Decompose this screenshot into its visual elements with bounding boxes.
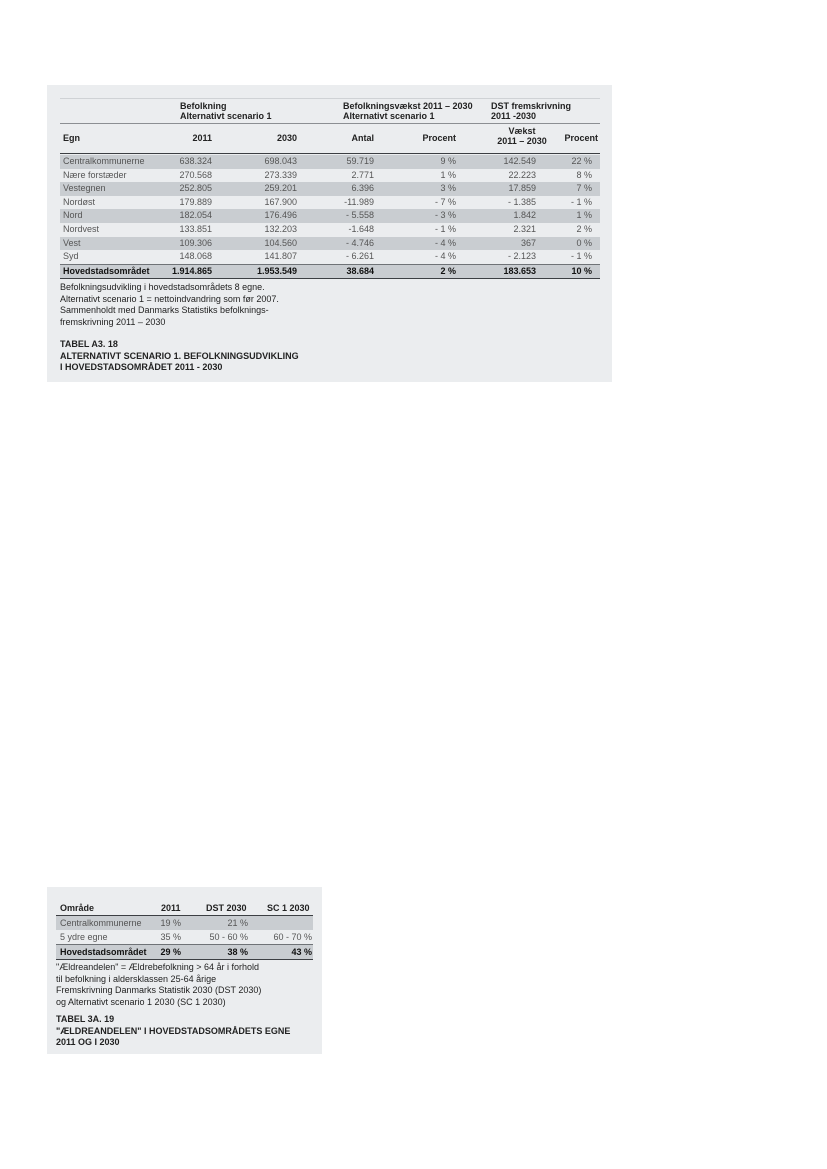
group-header-befolkning: Befolkning Alternativt scenario 1 [180,101,272,121]
cell-vaekst-procent: - 4 % [434,251,456,262]
cell-dst-vaekst: 367 [520,237,536,248]
col-2011: 2011 [161,903,181,913]
cell-vaekst-procent: - 1 % [434,223,456,234]
table-row [56,930,313,944]
cell-vaekst-antal: - 6.261 [345,251,374,262]
col-antal: Antal [351,133,374,143]
cell-vaekst-procent: 2 % [440,265,456,276]
table-header [60,98,600,155]
cell-befolkning-2011: 179.889 [179,196,212,207]
cell-dst-vaekst: 2.321 [513,223,536,234]
cell-omraade: Hovedstadsområdet [60,947,147,957]
cell-vaekst-antal: - 5.558 [345,210,374,221]
cell-dst-procent: - 1 % [570,251,592,262]
table-body [56,916,313,960]
cell-befolkning-2030: 132.203 [264,223,297,234]
cell-befolkning-2030: 104.560 [264,237,297,248]
table-a3-18-panel [47,85,612,382]
cell-dst-vaekst: - 2.123 [507,251,536,262]
group-header-dst: DST fremskrivning 2011 -2030 [491,101,572,121]
cell-dst-procent: - 1 % [570,196,592,207]
total-row [56,944,313,960]
table-body [60,155,600,279]
col-dst-2030: DST 2030 [206,903,247,913]
cell-dst-procent: 10 % [571,265,592,276]
cell-dst-procent: 2 % [576,223,592,234]
table-label: TABEL 3A. 19 "ÆLDREANDELEN" I HOVEDSTADSOMRÅDETS EGNE 2011 OG I 2030 [56,1014,291,1047]
col-2030: 2030 [276,133,297,143]
cell-vaekst-antal: 38.684 [346,265,374,276]
table-row [60,209,600,223]
cell-dst-vaekst: - 1.385 [507,196,536,207]
cell-vaekst-procent: 3 % [440,183,456,194]
table-row [60,182,600,196]
table-row [60,237,600,251]
col-omraade: Område [60,903,95,913]
cell-befolkning-2011: 109.306 [179,237,212,248]
cell-2011: 29 % [160,947,181,957]
col-vaekst: Vækst 2011 – 2030 [497,126,547,146]
cell-vaekst-antal: -1.648 [348,223,374,234]
cell-2011: 35 % [160,932,181,942]
cell-2011: 19 % [160,918,181,928]
cell-vaekst-procent: - 4 % [434,237,456,248]
cell-egn: Vest [63,237,81,248]
cell-vaekst-procent: - 7 % [434,196,456,207]
cell-egn: Syd [63,251,79,262]
cell-vaekst-procent: - 3 % [434,210,456,221]
cell-befolkning-2011: 182.054 [179,210,212,221]
cell-vaekst-procent: 1 % [440,169,456,180]
table-row [60,155,600,169]
table-caption: "Ældreandelen" = Ældrebefolkning > 64 år i forhold til befolkning i aldersklassen 25-64 årige Fremskrivning Danmarks Statistik 2030 (DST 2030) og Alternativt scenario 1 2030 (SC 1 2030) [56,962,262,1007]
cell-egn: Hovedstadsområdet [63,265,150,276]
cell-egn: Nære forstæder [63,169,127,180]
cell-sc1-2030: 60 - 70 % [273,932,312,942]
population-table [60,98,600,279]
table-header [56,902,313,916]
header-divider [60,123,600,124]
elderly-share-table [56,902,313,960]
cell-egn: Nordvest [63,223,100,234]
cell-befolkning-2011: 638.324 [179,156,212,166]
cell-dst-procent: 1 % [576,210,592,221]
cell-dst-vaekst: 22.223 [508,169,536,180]
table-3a-19-panel [47,887,322,1054]
cell-vaekst-antal: 2.771 [351,169,374,180]
col-2011: 2011 [192,133,212,143]
cell-egn: Nordøst [63,196,96,207]
cell-vaekst-procent: 9 % [440,156,456,166]
cell-dst-vaekst: 17.859 [508,183,536,194]
cell-dst-vaekst: 1.842 [513,210,536,221]
table-row [60,223,600,237]
cell-dst-procent: 0 % [576,237,592,248]
cell-befolkning-2011: 133.851 [179,223,212,234]
cell-befolkning-2030: 1.953.549 [256,265,297,276]
cell-vaekst-antal: 6.396 [351,183,374,194]
cell-befolkning-2011: 270.568 [179,169,212,180]
cell-befolkning-2030: 176.496 [264,210,297,221]
col-sc1-2030: SC 1 2030 [267,903,310,913]
cell-befolkning-2011: 252.805 [179,183,212,194]
cell-dst-procent: 22 % [571,156,592,166]
cell-dst-2030: 38 % [227,947,248,957]
col-egn: Egn [63,133,80,143]
cell-dst-procent: 8 % [576,169,592,180]
cell-befolkning-2011: 148.068 [179,251,212,262]
cell-dst-vaekst: 183.653 [503,265,536,276]
cell-befolkning-2030: 698.043 [264,156,297,166]
cell-dst-2030: 21 % [227,918,248,928]
cell-egn: Centralkommunerne [63,156,145,166]
total-row [60,264,600,280]
cell-egn: Vestegnen [63,183,106,194]
cell-befolkning-2030: 167.900 [264,196,297,207]
cell-egn: Nord [63,210,83,221]
table-label: TABEL A3. 18 ALTERNATIVT SCENARIO 1. BEFOLKNINGSUDVIKLING I HOVEDSTADSOMRÅDET 2011 - 2030 [60,339,299,372]
cell-omraade: Centralkommunerne [60,918,142,928]
table-row [60,250,600,264]
table-caption: Befolkningsudvikling i hovedstadsområdets 8 egne. Alternativt scenario 1 = nettoindvandring som før 2007. Sammenholdt med Danmarks Statistiks befolknings- fremskrivning 2011 – 2030 [60,282,279,327]
cell-dst-2030: 50 - 60 % [209,932,248,942]
cell-dst-procent: 7 % [576,183,592,194]
table-row [56,916,313,930]
col-dst-procent: Procent [564,133,598,143]
cell-befolkning-2030: 259.201 [264,183,297,194]
col-procent: Procent [422,133,456,143]
cell-sc1-2030: 43 % [291,947,312,957]
cell-vaekst-antal: - 4.746 [345,237,374,248]
cell-vaekst-antal: -11.989 [344,196,374,207]
table-row [60,196,600,210]
cell-befolkning-2011: 1.914.865 [171,265,212,276]
header-bottom-rule [60,153,600,154]
group-header-vaekst: Befolkningsvækst 2011 – 2030 Alternativt scenario 1 [343,101,473,121]
cell-befolkning-2030: 273.339 [264,169,297,180]
cell-befolkning-2030: 141.807 [264,251,297,262]
cell-omraade: 5 ydre egne [60,932,108,942]
cell-dst-vaekst: 142.549 [503,156,536,166]
table-row [60,169,600,183]
cell-vaekst-antal: 59.719 [346,156,374,166]
